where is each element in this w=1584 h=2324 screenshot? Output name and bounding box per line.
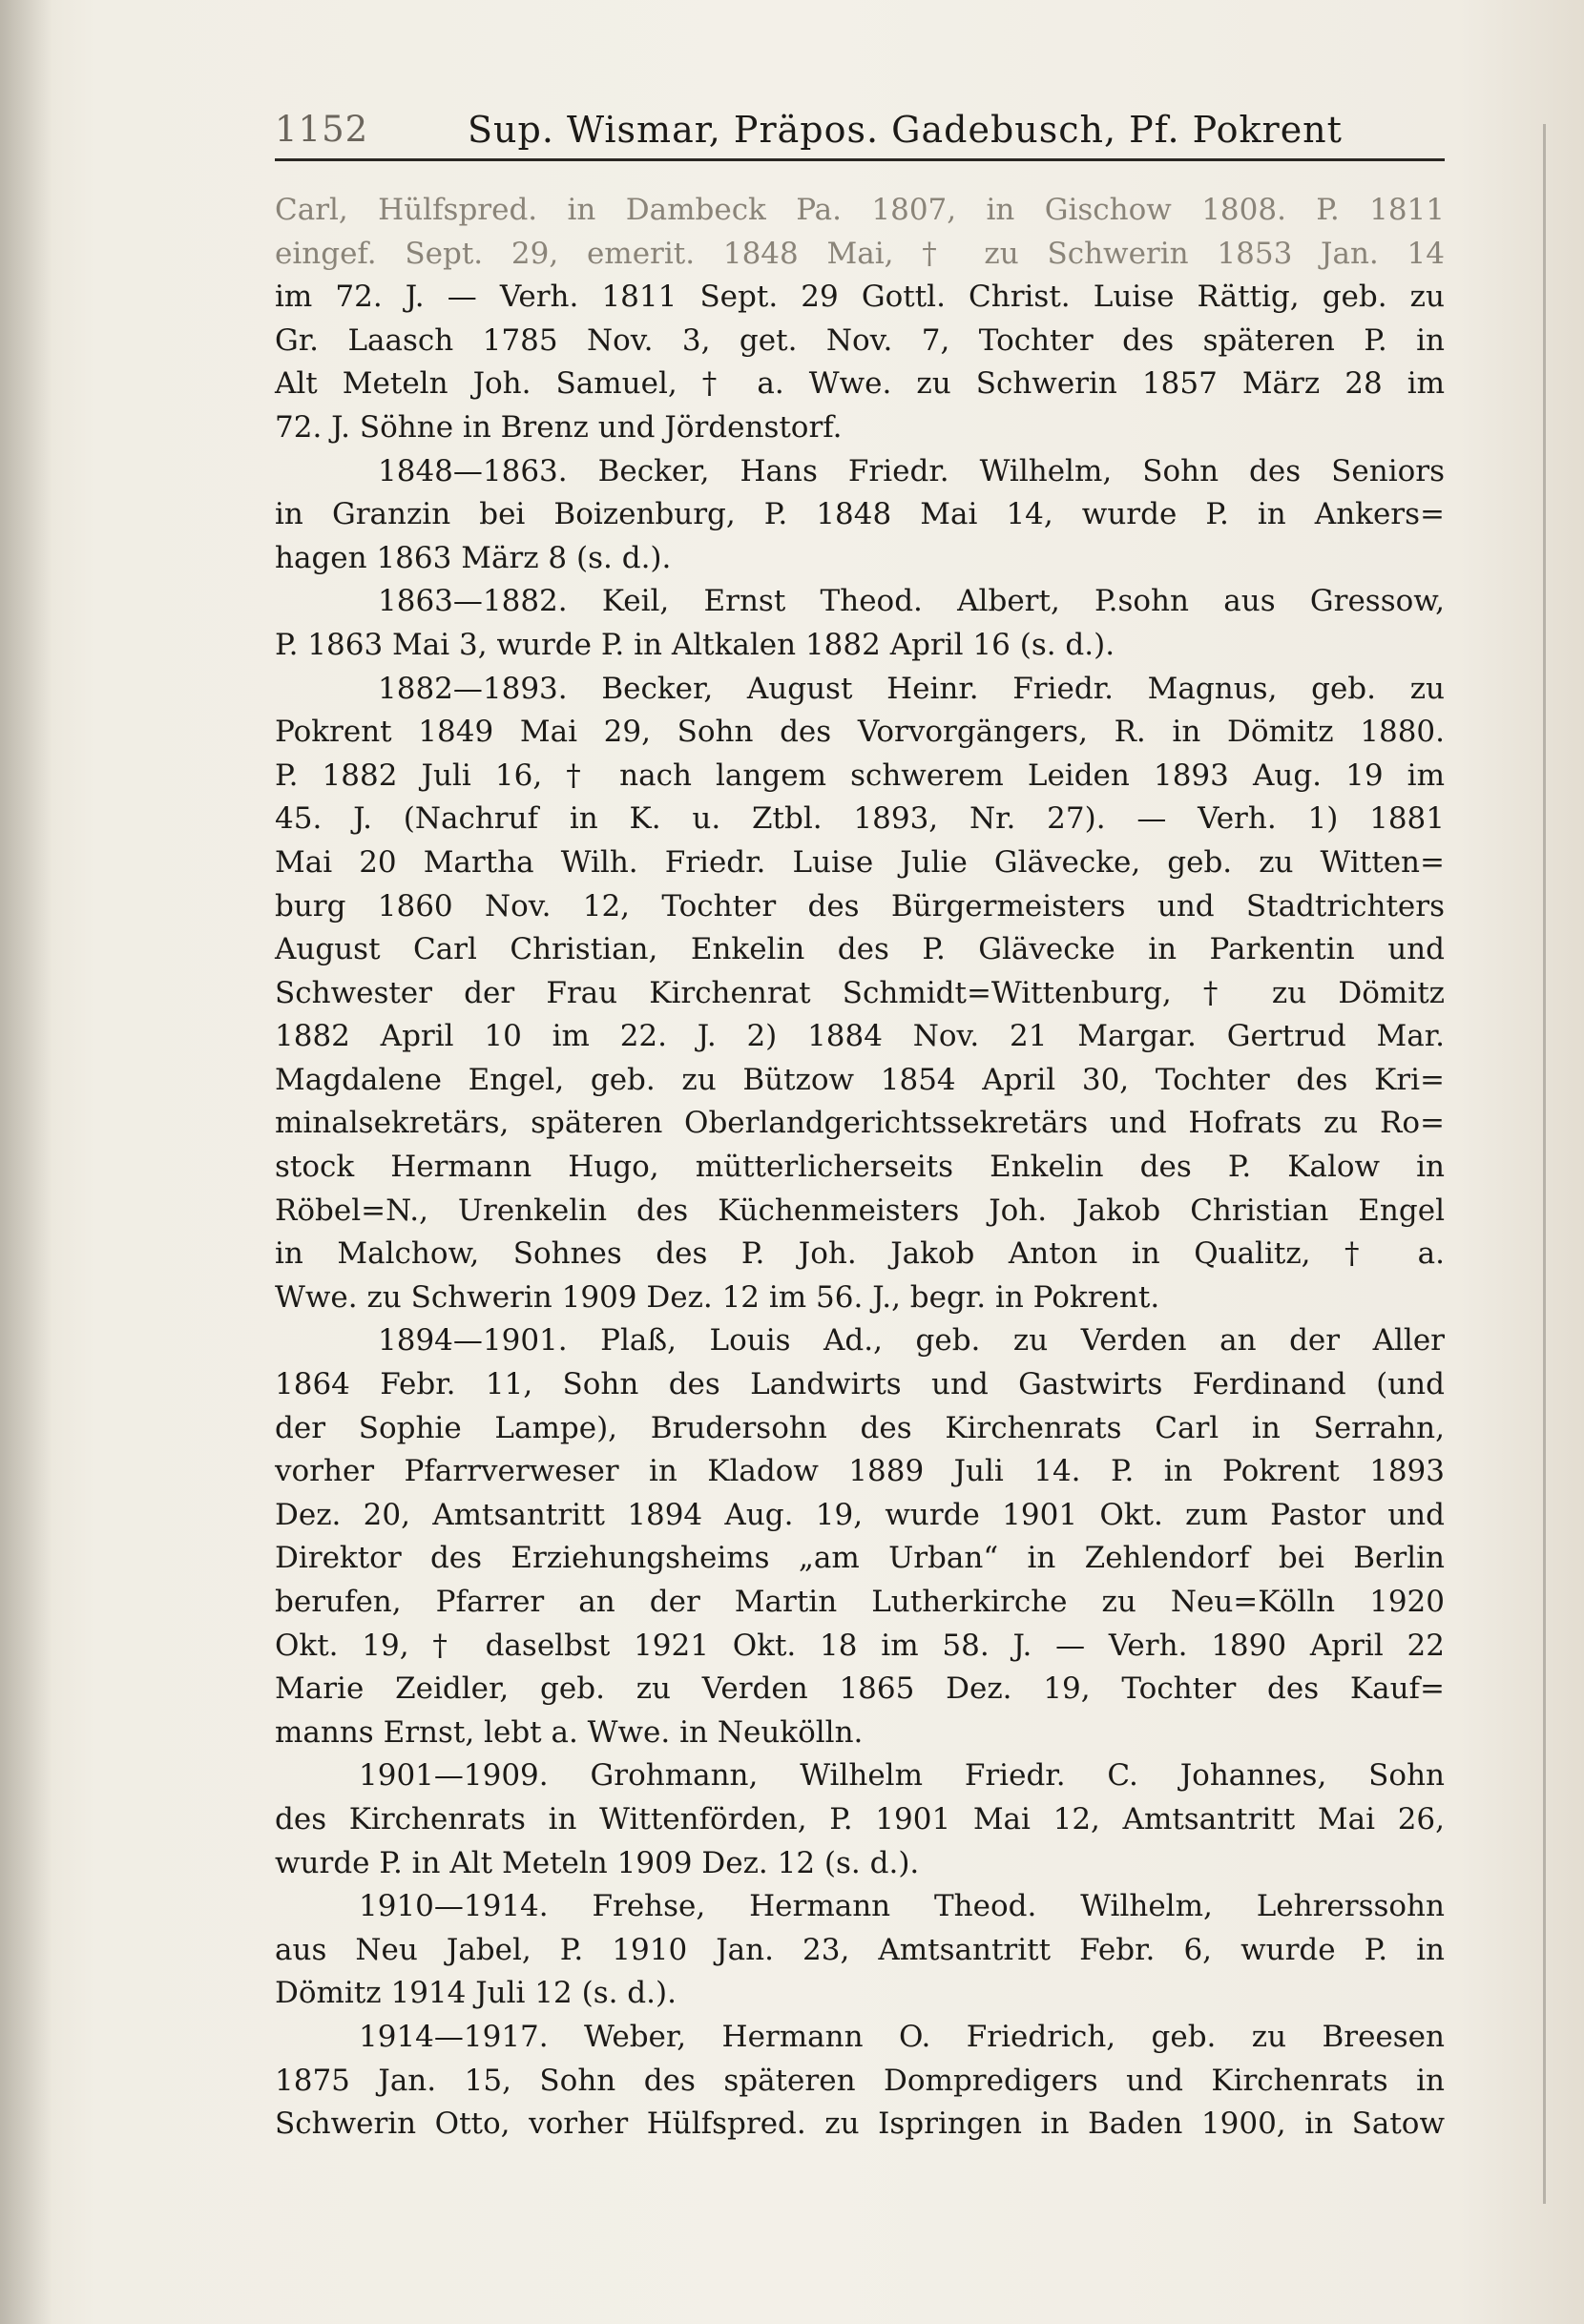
text-line: Mai 20 Martha Wilh. Friedr. Luise Julie Glävecke, geb. zu Witten= bbox=[275, 844, 1445, 880]
text-line: Magdalene Engel, geb. zu Bützow 1854 April 30, Tochter des Kri= bbox=[275, 1062, 1445, 1097]
text-line: Gr. Laasch 1785 Nov. 3, get. Nov. 7, Tochter des späteren P. in bbox=[275, 322, 1445, 358]
text-line: P. 1863 Mai 3, wurde P. in Altkalen 1882 April 16 (s. d.). bbox=[275, 627, 1115, 662]
text-line: Schwester der Frau Kirchenrat Schmidt=Wittenburg, † zu Dömitz bbox=[275, 975, 1445, 1010]
text-line: Marie Zeidler, geb. zu Verden 1865 Dez. 19, Tochter des Kauf= bbox=[275, 1671, 1445, 1707]
text-line: 45. J. (Nachruf in K. u. Ztbl. 1893, Nr. 27). — Verh. 1) 1881 bbox=[275, 801, 1445, 837]
text-line: burg 1860 Nov. 12, Tochter des Bürgermeisters und Stadtrichters bbox=[275, 888, 1445, 923]
text-line: 1882 April 10 im 22. J. 2) 1884 Nov. 21 Margar. Gertrud Mar. bbox=[275, 1019, 1445, 1054]
text-line: Wwe. zu Schwerin 1909 Dez. 12 im 56. J., begr. in Pokrent. bbox=[275, 1279, 1160, 1315]
text-line: Röbel=N., Urenkelin des Küchenmeisters Joh. Jakob Christian Engel bbox=[275, 1193, 1445, 1228]
text-line: Okt. 19, † daselbst 1921 Okt. 18 im 58. J. — Verh. 1890 April 22 bbox=[275, 1628, 1445, 1663]
text-line: Schwerin Otto, vorher Hülfspred. zu Ispringen in Baden 1900, in Satow bbox=[275, 2106, 1445, 2142]
text-line: Dömitz 1914 Juli 12 (s. d.). bbox=[275, 1976, 677, 2011]
text-line: der Sophie Lampe), Brudersohn des Kirchenrats Carl in Serrahn, bbox=[275, 1410, 1445, 1445]
text-line: Direktor des Erziehungsheims „am Urban“ in Zehlendorf bei Berlin bbox=[275, 1541, 1445, 1576]
text-line: stock Hermann Hugo, mütterlicherseits Enkelin des P. Kalow in bbox=[275, 1150, 1445, 1185]
text-line: manns Ernst, lebt a. Wwe. in Neukölln. bbox=[275, 1714, 864, 1750]
text-line: in Malchow, Sohnes des P. Joh. Jakob Anton in Qualitz, † a. bbox=[275, 1236, 1445, 1272]
text-line: im 72. J. — Verh. 1811 Sept. 29 Gottl. Christ. Luise Rättig, geb. zu bbox=[275, 280, 1445, 315]
text-line: wurde P. in Alt Meteln 1909 Dez. 12 (s. d.). bbox=[275, 1845, 920, 1880]
entry-heading-line: 1901—1909. Grohmann, Wilhelm Friedr. C. Johannes, Sohn bbox=[359, 1758, 1445, 1794]
page-header bbox=[275, 99, 1445, 161]
text-line: eingef. Sept. 29, emerit. 1848 Mai, † zu Schwerin 1853 Jan. 14 bbox=[275, 236, 1445, 271]
text-line: hagen 1863 März 8 (s. d.). bbox=[275, 540, 672, 575]
text-line: berufen, Pfarrer an der Martin Lutherkirche zu Neu=Kölln 1920 bbox=[275, 1585, 1445, 1619]
text-line: Alt Meteln Joh. Samuel, † a. Wwe. zu Schwerin 1857 März 28 im bbox=[275, 366, 1445, 402]
text-line: vorher Pfarrverweser in Kladow 1889 Juli 14. P. in Pokrent 1893 bbox=[275, 1454, 1445, 1489]
entry-heading-line: 1894—1901. Plaß, Louis Ad., geb. zu Verden an der Aller bbox=[378, 1323, 1445, 1359]
gutter-shadow bbox=[0, 0, 52, 2324]
text-line: 1864 Febr. 11, Sohn des Landwirts und Gastwirts Ferdinand (und bbox=[275, 1367, 1445, 1402]
text-line: Carl, Hülfspred. in Dambeck Pa. 1807, in Gischow 1808. P. 1811 bbox=[275, 193, 1445, 227]
text-line: aus Neu Jabel, P. 1910 Jan. 23, Amtsantritt Febr. 6, wurde P. in bbox=[275, 1932, 1445, 1967]
text-line: August Carl Christian, Enkelin des P. Glävecke in Parkentin und bbox=[275, 932, 1445, 967]
text-line: des Kirchenrats in Wittenförden, P. 1901 Mai 12, Amtsantritt Mai 26, bbox=[275, 1801, 1445, 1836]
entry-heading-line: 1848—1863. Becker, Hans Friedr. Wilhelm, Sohn des Seniors bbox=[378, 453, 1445, 488]
entry-heading-line: 1863—1882. Keil, Ernst Theod. Albert, P.sohn aus Gressow, bbox=[378, 584, 1445, 619]
text-line: in Granzin bei Boizenburg, P. 1848 Mai 14, wurde P. in Ankers= bbox=[275, 497, 1445, 532]
entry-heading-line: 1910—1914. Frehse, Hermann Theod. Wilhelm, Lehrerssohn bbox=[359, 1889, 1445, 1924]
text-line: minalsekretärs, späteren Oberlandgerichtssekretärs und Hofrats zu Ro= bbox=[275, 1106, 1445, 1141]
text-line: P. 1882 Juli 16, † nach langem schwerem Leiden 1893 Aug. 19 im bbox=[275, 757, 1445, 793]
running-head: Sup. Wismar, Präpos. Gadebusch, Pf. Pokrent bbox=[468, 109, 1343, 151]
text-line: 1875 Jan. 15, Sohn des späteren Dompredigers und Kirchenrats in bbox=[275, 2063, 1445, 2098]
text-line: 72. J. Söhne in Brenz und Jördenstorf. bbox=[275, 409, 843, 445]
body-text bbox=[275, 189, 1445, 2147]
entry-heading-line: 1882—1893. Becker, August Heinr. Friedr. Magnus, geb. zu bbox=[378, 671, 1445, 706]
text-line: Pokrent 1849 Mai 29, Sohn des Vorvorgängers, R. in Dömitz 1880. bbox=[275, 715, 1445, 750]
entry-heading-line: 1914—1917. Weber, Hermann O. Friedrich, geb. zu Breesen bbox=[359, 2019, 1445, 2054]
page-edge-line bbox=[1543, 124, 1546, 2204]
page-number: 1152 bbox=[275, 109, 369, 150]
text-line: Dez. 20, Amtsantritt 1894 Aug. 19, wurde 1901 Okt. zum Pastor und bbox=[275, 1497, 1445, 1532]
